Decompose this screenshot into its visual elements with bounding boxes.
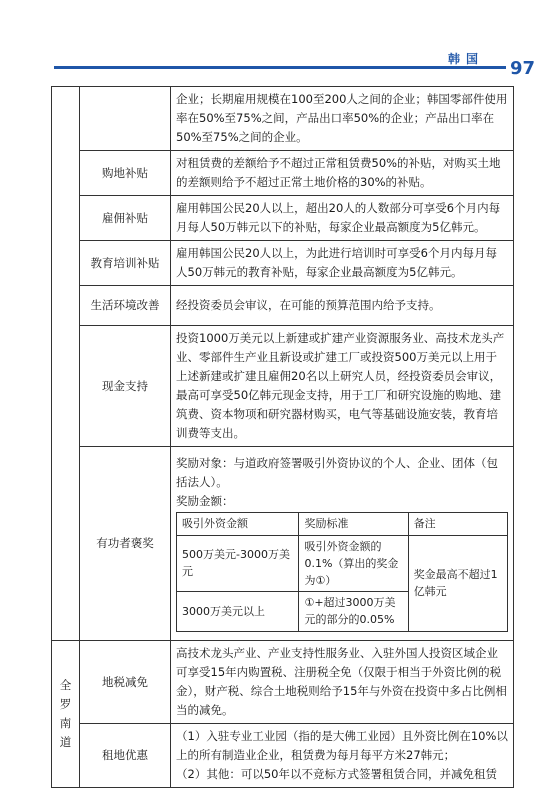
page-number: 97 — [510, 58, 536, 79]
table-row — [52, 724, 514, 788]
header-rule — [54, 66, 506, 69]
table-row — [52, 241, 514, 286]
rent-text-1: （1）入驻专业工业园（指的是大佛工业园）且外资比例在10%以上的所有制造业企业，租赁费为每月每平方米27韩元； — [176, 729, 508, 762]
page-header — [0, 0, 559, 80]
table-row — [52, 196, 514, 241]
item-cell: 租地优惠 — [80, 724, 171, 788]
desc-cell: 雇用韩国公民20人以上，超出20人的人数部分可享受6个月内每月每人50万韩元以下的补贴，每家企业最高额度为5亿韩元。 — [171, 196, 514, 241]
award-col-header: 备注 — [408, 512, 507, 535]
rent-text-2: （2）其他：可以50年以不竞标方式签署租赁合同，并减免租赁 — [176, 767, 497, 781]
award-col-header: 吸引外资金额 — [177, 512, 299, 535]
table-row — [52, 447, 514, 641]
table-row — [52, 326, 514, 447]
award-table-header-row — [177, 512, 508, 535]
desc-cell — [171, 724, 514, 788]
table-row — [52, 641, 514, 724]
item-cell: 生活环境改善 — [80, 286, 171, 326]
desc-cell: 雇用韩国公民20人以上，为此进行培训时可享受6个月内每月每人50万韩元的教育补贴，每家企业最高额度为5亿韩元。 — [171, 241, 514, 286]
item-cell: 教育培训补贴 — [80, 241, 171, 286]
award-target-text: 奖励对象：与道政府签署吸引外资协议的个人、企业、团体（包括法人）。 — [176, 455, 498, 489]
award-col-header: 奖励标准 — [299, 512, 408, 535]
province-cell-continued — [52, 87, 80, 641]
table-row — [52, 151, 514, 196]
item-cell — [80, 87, 171, 151]
province-cell: 全罗南道 — [52, 641, 80, 788]
desc-cell: 企业；长期雇用规模在100至200人之间的企业；韩国零部件使用率在50%至75%之间，产品出口率50%的企业；产品出口率在50%至75%之间的企业。 — [171, 87, 514, 151]
header-country: 韩国 — [448, 52, 485, 66]
award-standard: 吸引外资金额的0.1%（算出的奖金为①） — [299, 535, 408, 591]
award-table-row — [177, 535, 508, 591]
desc-cell: 经投资委员会审议，在可能的预算范围内给予支持。 — [171, 286, 514, 326]
table-row — [52, 286, 514, 326]
item-cell: 购地补贴 — [80, 151, 171, 196]
table-row — [52, 87, 514, 151]
desc-cell: 高技术龙头产业、产业支持性服务业、入驻外国人投资区域企业可享受15年内购置税、注册税全免（仅限于相当于外资比例的税金），财产税、综合土地税则给予15年与外资在投资中多占比例相当的减免。 — [171, 641, 514, 724]
incentive-table — [51, 86, 514, 788]
award-note: 奖金最高不超过1亿韩元 — [408, 535, 507, 631]
award-standard: ①+超过3000万美元的部分的0.05% — [299, 591, 408, 631]
desc-cell — [171, 447, 514, 641]
desc-cell: 投资1000万美元以上新建或扩建产业资源服务业、高技术龙头产业、零部件生产业且新设或扩建工厂或投资500万美元以上用于上述新建或扩建且雇佣20名以上研究人员，经投资委员会审议，最高可享受50亿韩元现金支持，用于工厂和研究设施的购地、建筑费、资本物项和研究器材购买，电气等基础设施安装，教育培训费等支出。 — [171, 326, 514, 447]
item-cell: 有功者褒奖 — [80, 447, 171, 641]
award-table — [176, 512, 508, 632]
desc-cell: 对租赁费的差额给予不超过正常租赁费50%的补贴，对购买土地的差额则给予不超过正常土地价格的30%的补贴。 — [171, 151, 514, 196]
item-cell: 现金支持 — [80, 326, 171, 447]
award-amount: 3000万美元以上 — [177, 591, 299, 631]
award-amount-label: 奖励金额： — [176, 493, 234, 508]
award-amount: 500万美元-3000万美元 — [177, 535, 299, 591]
item-cell: 地税减免 — [80, 641, 171, 724]
item-cell: 雇佣补贴 — [80, 196, 171, 241]
